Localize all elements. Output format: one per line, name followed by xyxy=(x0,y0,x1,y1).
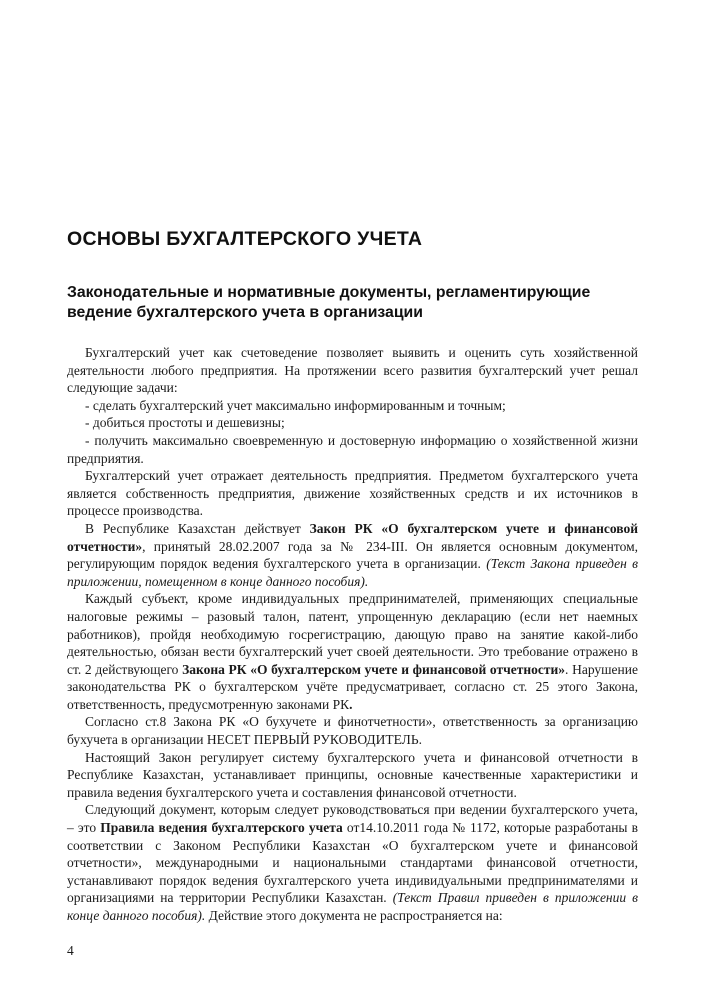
paragraph-rules xyxy=(67,801,638,924)
list-item: - добиться простоты и дешевизны; xyxy=(85,415,285,431)
paragraph-scope: Настоящий Закон регулирует систему бухгалтерского учета и финансовой отчетности в Республике Казахстан, устанавливает принципы, основные качественные характеристики и правила ведения бухгалтерского учета и составления финансовой отчетности. xyxy=(67,749,638,800)
text-span: Действие этого документа не распространяется на: xyxy=(205,908,503,923)
law-reference: Закон РК «О бухгалтерском учете и финансовой отчетности» xyxy=(67,520,638,554)
law-reference: Закона РК «О бухгалтерском учете и финансовой отчетности» xyxy=(182,661,566,677)
paragraph-subject: Бухгалтерский учет отражает деятельность предприятия. Предметом бухгалтерского учета является собственность предприятия, движение хозяйственных средств и их источников в процессе производства. xyxy=(67,468,638,519)
page-number: 4 xyxy=(67,943,74,958)
text-span: от14.10.2011 года № 1172, которые разработаны в соответствии с Законом Республики Казахстан «О бухгалтерском учете и финансовой отчетности», международными и национальными стандартами финансовой отчетности, устанавливают порядок ведения бухгалтерского учета индивидуальными предпринимателями и организациями на территории Республики Казахстан. xyxy=(67,820,638,906)
rules-reference: Правила ведения бухгалтерского учета xyxy=(100,820,343,836)
body-text xyxy=(67,344,638,925)
chapter-title: ОСНОВЫ БУХГАЛТЕРСКОГО УЧЕТА xyxy=(67,228,423,250)
text-span: . xyxy=(349,696,353,712)
appendix-note: (Текст Правил приведен в приложении в конце данного пособия). xyxy=(67,890,639,923)
section-title: Законодательные и нормативные документы, регламентирующие ведение бухгалтерского учета в организации xyxy=(67,284,591,321)
text-span: , принятый 28.02.2007 года за № 234-III. Он является основным документом, регулирующим порядок ведения бухгалтерского учета в организации. xyxy=(67,538,638,572)
list-item: - сделать бухгалтерский учет максимально информированным и точным; xyxy=(85,397,506,413)
text-span: . Нарушение законодательства РК о бухгалтерском учёте предусматривает, согласно ст. 25 этого Закона, ответственность, предусмотренную законами РК xyxy=(67,661,638,712)
text-span: Следующий документ, которым следует руководствоваться при ведении бухгалтерского учета, – это xyxy=(67,802,638,836)
paragraph-law xyxy=(67,520,638,590)
text-span: В Республике Казахстан действует xyxy=(85,520,310,536)
paragraph-obligation xyxy=(67,590,638,713)
text-span: Каждый субъект, кроме индивидуальных предпринимателей, применяющих специальные налоговые режимы – разовый талон, патент, упрощенную декларацию (если нет наемных работников), пройдя необходимую госрегистрацию, дающую право на занятие какой-либо деятельностью, обязан вести бухгалтерский учет своей деятельности. Это требование отражено в ст. 2 действующего xyxy=(67,591,638,677)
list-item: - получить максимально своевременную и достоверную информацию о хозяйственной жизни предприятия. xyxy=(67,432,638,466)
paragraph-responsibility: Согласно ст.8 Закона РК «О бухучете и финотчетности», ответственность за организацию бухучета в организации НЕСЕТ ПЕРВЫЙ РУКОВОДИТЕЛЬ. xyxy=(67,714,638,748)
appendix-note: (Текст Закона приведен в приложении, помещенном в конце данного пособия). xyxy=(67,556,638,589)
paragraph-intro: Бухгалтерский учет как счетоведение позволяет выявить и оценить суть хозяйственной деятельности любого предприятия. На протяжении всего развития бухгалтерский учет решал следующие задачи: xyxy=(67,345,638,396)
